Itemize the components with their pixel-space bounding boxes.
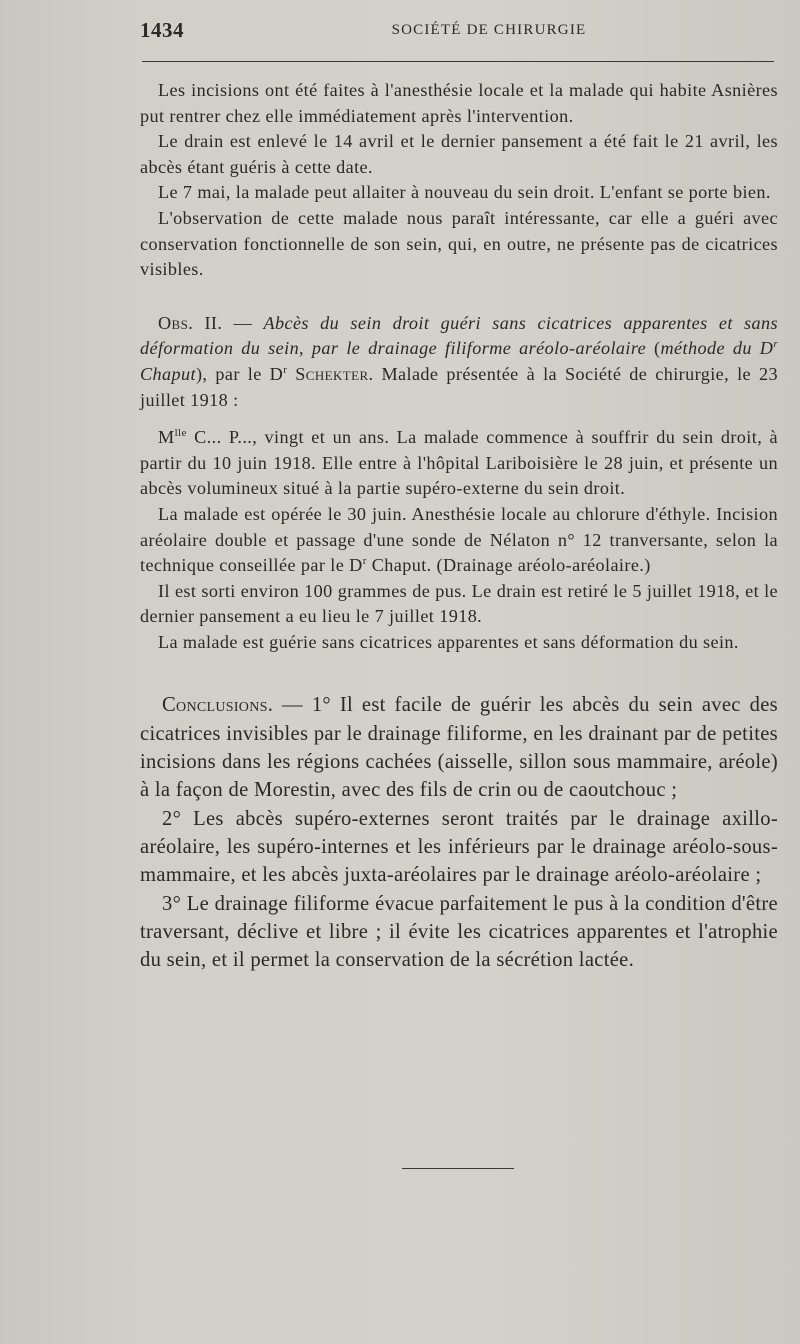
- conclusions-label: Conclusions.: [162, 694, 274, 717]
- observation-title: Abcès du sein droit guéri sans cicatrices apparentes et sans déformation du sein, par le drainage filiforme aréolo-aréolaire: [140, 312, 778, 359]
- observation-method-open: (: [646, 338, 661, 359]
- case-p1-prefix: M: [158, 427, 175, 448]
- small-text-section: [140, 78, 778, 655]
- intro-paragraph-2: Le drain est enlevé le 14 avril et le dernier pansement a été fait le 21 avril, les abcès étant guéris à cette date.: [140, 131, 778, 177]
- observation-author: Schekter.: [287, 363, 374, 384]
- intro-paragraph-3: Le 7 mai, la malade peut allaiter à nouveau du sein droit. L'enfant se porte bien.: [158, 182, 771, 203]
- end-rule: [402, 1168, 514, 1169]
- observation-method-1: méthode du D: [660, 338, 774, 359]
- case-p1-sup: lle: [174, 427, 187, 440]
- case-p2-text: La malade est opérée le 30 juin. Anesthésie locale au chlorure d'éthyle. Incision aréolaire double et passage d'une sonde de Nélaton n° 12 tranversante, selon la technique conseillée par le D: [140, 503, 778, 576]
- case-paragraph-3: Il est sorti environ 100 grammes de pus. Le drain est retiré le 5 juillet 1918, et le dernier pansement a eu lieu le 7 juillet 1918.: [140, 580, 778, 627]
- case-paragraph-4: La malade est guérie sans cicatrices apparentes et sans déformation du sein.: [158, 631, 739, 652]
- conclusion-1-text: — 1° Il est facile de guérir les abcès du sein avec des cicatrices invisibles par le drainage filiforme, en les drainant par de petites incisions dans les régions cachées (aisselle, sillon sous mammaire, aréole) à la façon de Morestin, avec des fils de crin ou de caoutchouc ;: [140, 694, 778, 802]
- case-paragraph-2: [140, 502, 778, 579]
- observation-label: Obs. II.: [158, 312, 223, 333]
- observation-dash: —: [222, 312, 264, 333]
- case-p1-text: C... P..., vingt et un ans. La malade commence à souffrir du sein droit, à partir du 10 juin 1918. Elle entre à l'hôpital Lariboisière le 28 juin, et présente un abcès volumineux situé à la partie supéro-externe du sein droit.: [140, 427, 778, 499]
- observation-method-close: ), par le D: [195, 363, 284, 384]
- intro-paragraph-1: Les incisions ont été faites à l'anesthésie locale et la malade qui habite Asnières put rentrer chez elle immédiatement après l'intervention.: [140, 80, 778, 126]
- observation-rest: Malade présentée à la Société de chirurgie, le 23 juillet 1918 :: [140, 363, 778, 410]
- conclusion-2: 2° Les abcès supéro-externes seront traités par le drainage axillo-aréolaire, les supéro-internes et les inférieurs par le drainage aréolo-sous-mammaire, et les abcès juxta-aréolaires par le drainage aréolo-aréolaire ;: [140, 807, 778, 887]
- conclusion-1: [140, 691, 778, 804]
- observation-method-sup: r: [773, 338, 778, 351]
- case-p2-end: Chaput. (Drainage aréolo-aréolaire.): [366, 555, 651, 576]
- observation-heading: [140, 311, 778, 413]
- running-title: SOCIÉTÉ DE CHIRURGIE: [391, 22, 587, 38]
- conclusions-section: [140, 691, 778, 974]
- observation-method-2: Chaput: [140, 363, 196, 384]
- case-p2-sup: r: [362, 555, 367, 568]
- observation-author-sup: r: [283, 363, 288, 376]
- intro-paragraph-4: L'observation de cette malade nous paraît intéressante, car elle a guéri avec conservation fonctionnelle de son sein, qui, en outre, ne présente pas de cicatrices visibles.: [140, 207, 778, 280]
- conclusion-3: 3° Le drainage filiforme évacue parfaitement le pus à la condition d'être traversant, déclive et libre ; il évite les cicatrices apparentes et l'atrophie du sein, et il permet la conservation de la sécrétion lactée.: [140, 892, 778, 972]
- case-paragraph-1: [140, 425, 778, 502]
- page-header: [140, 14, 778, 50]
- page-number: 1434: [140, 18, 184, 42]
- header-rule: [142, 61, 774, 62]
- page-body: [140, 78, 778, 974]
